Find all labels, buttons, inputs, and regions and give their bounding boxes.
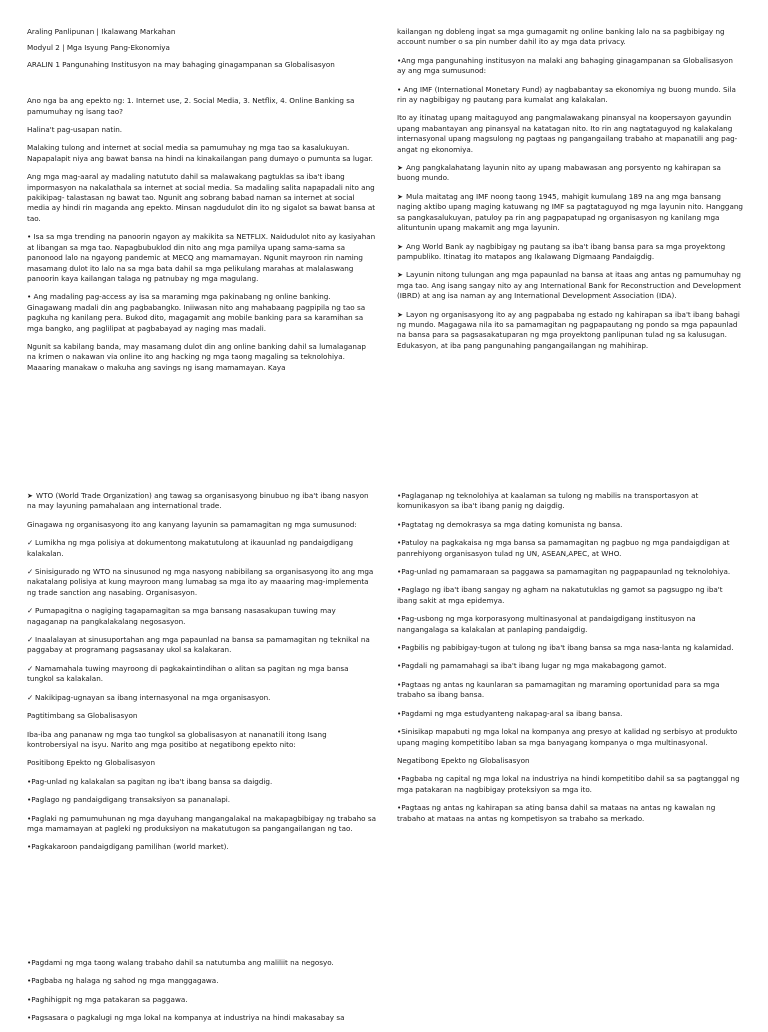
paragraph-text: •Pag-unlad ng kalakalan sa pagitan ng iba't ibang bansa sa daigdig.	[27, 776, 273, 786]
paragraph	[397, 56, 743, 77]
paragraph	[27, 538, 377, 559]
paragraph-text: Ito ay itinatag upang maitaguyod ang pangmalawakang pinansyal na koopersayon gayundin upang mabantayan ang pinansyal na katatagan nito. Ito rin ang nagtataguyod ng kalakalang internasyonal upang magsulong ng pagtaas ng pangangailang trabaho at mapanatili ang pag-angat ng ekonomiya.	[397, 113, 738, 154]
paragraph	[27, 730, 377, 751]
paragraph-text: •Pagtaas ng antas ng kaunlaran sa pamamagitan ng maraming oportunidad para sa mga trabaho sa ibang bansa.	[397, 679, 720, 700]
check-bullet-icon: ✓	[27, 692, 34, 702]
paragraph	[27, 567, 377, 598]
paragraph-text: •Paghihigpit ng mga patakaran sa paggawa.	[27, 994, 188, 1004]
paragraph	[27, 814, 377, 835]
paragraph	[397, 270, 743, 301]
paragraph	[27, 143, 377, 164]
paragraph-text: • Ang IMF (International Monetary Fund) ay nagbabantay sa ekonomiya ng buong mundo. Sila rin ay nagbibigay ng pautang para kumalat ang kalakalan.	[397, 84, 736, 105]
paragraph	[397, 520, 743, 530]
paragraph	[27, 635, 377, 656]
arrow-bullet-icon: ➤	[27, 492, 33, 500]
paragraph-text: Pumapagitna o nagiging tagapamagitan sa mga bansang nasasakupan tuwing may nagaganap na pangkalakalang negosasyon.	[27, 606, 336, 626]
paragraph-text: •Paglaganap ng teknolohiya at kaalaman sa tulong ng mabilis na transportasyon at komunikasyon sa iba't ibang panig ng daigdig.	[397, 491, 699, 511]
paragraph	[27, 27, 377, 37]
paragraph-text: Ang mga mag-aaral ay madaling natututo dahil sa malawakang pagtuklas sa iba't ibang impormasyon na nakalathala sa internet at social media. Sa madaling salita napapadali nito ang pakikipag- talastasan ng bawat tao. Ngunit ang sobrang babad naman sa internet at social media ay hindi rin maganda ang epekto. Minsan nagdudulot din ito ng sigalot sa bawat bansa at tao.	[27, 172, 376, 223]
paragraph-text: •Paglago ng iba't ibang sangay ng agham na nakatutuklas ng gamot sa pagsugpo ng iba't ibang sakit at mga epidemya.	[397, 585, 723, 605]
paragraph	[397, 163, 743, 184]
paragraph-text: Positibong Epekto ng Globalisasyon	[27, 758, 156, 768]
paragraph	[27, 520, 377, 530]
paragraph	[397, 113, 743, 155]
paragraph	[27, 342, 377, 373]
paragraph-text: Modyul 2 | Mga Isyung Pang-Ekonomiya	[27, 43, 170, 53]
paragraph-text: Pagtitimbang sa Globalisasyon	[27, 711, 138, 721]
paragraph	[397, 85, 743, 106]
paragraph	[397, 310, 743, 352]
arrow-bullet-icon: ➤	[397, 242, 403, 251]
paragraph-text: • Isa sa mga trending na panoorin ngayon ay makikita sa NETFLIX. Naidudulot nito ay kasiyahan at libangan sa mga tao. Napagbubuklod din nito ang mga pamilya upang sama-sama sa panonood lalo na ngayong pandemic at MECQ ang mamamayan. Ngunit mayroon rin naming masamang dulot ito lalo na sa mga bata dahil sa mga pelikulang marahas at malalaswang panoorin kaya kailangan talaga ng patnubay ng mga magulang.	[27, 232, 376, 283]
check-bullet-icon: ✓	[27, 635, 34, 645]
paragraph-text: •Pagkakaroon pandaigdigang pamilihan (world market).	[27, 842, 229, 852]
paragraph-text: •Pagtaas ng antas ng kahirapan sa ating bansa dahil sa mataas na antas ng kawalan ng trabaho at mataas na antas ng kompetisyon sa trabaho sa merkado.	[397, 803, 716, 823]
paragraph	[27, 995, 377, 1005]
check-bullet-icon: ✓	[27, 663, 34, 673]
paragraph	[397, 567, 743, 577]
paragraph-text: WTO (World Trade Organization) ang tawag sa organisasyong binubuo ng iba't ibang nasyon na may layuning pamahalaan ang international trade.	[27, 491, 369, 511]
paragraph	[27, 693, 377, 703]
paragraph	[27, 606, 377, 627]
paragraph-text: Sinisigurado ng WTO na sinusunod ng mga nasyong nabibilang sa organisasyong ito ang mga nakatalang polisiya at kung mayroon mang lumabag sa mga ito ay maaaring mag-implementa ng trade sanction ang nasabing. Organisasyon.	[27, 567, 374, 597]
paragraph	[397, 774, 743, 795]
paragraph	[27, 842, 377, 852]
paragraph-text: •Pagdali ng pamamahagi sa iba't ibang lugar ng mga makabagong gamot.	[397, 661, 667, 671]
paragraph-text: •Pagbaba ng capital ng mga lokal na industriya na hindi kompetitibo dahil sa sa pagtanggal ng mga patakaran na nagbibigay proteksiyon sa mga ito.	[397, 774, 740, 794]
paragraph	[27, 491, 377, 512]
paragraph-text: Ang World Bank ay nagbibigay ng pautang sa iba't ibang bansa para sa mga proyektong pampubliko. Itinatag ito matapos ang Ikalawang Digmaang Pandaigdig.	[397, 241, 726, 261]
paragraph-text: Nakikipag-ugnayan sa ibang internasyonal na mga organisasyon.	[35, 692, 271, 702]
arrow-bullet-icon: ➤	[397, 164, 403, 173]
paragraph-text: •Pag-unlad ng pamamaraan sa paggawa sa pamamagitan ng pagpapaunlad ng teknolohiya.	[397, 567, 731, 577]
arrow-bullet-icon: ➤	[397, 271, 403, 280]
paragraph-text: Halina't pag-usapan natin.	[27, 125, 123, 135]
paragraph-text: •Patuloy na pagkakaisa ng mga bansa sa pamamagitan ng pagbuo ng mga pandaigdigan at panrehiyong organisasyon tulad ng UN, ASEAN,APEC, at WHO.	[397, 538, 730, 558]
paragraph	[397, 680, 743, 701]
paragraph	[397, 242, 743, 263]
paragraph-text: Iba-iba ang pananaw ng mga tao tungkol sa globalisasyon at nananatili itong Isang kontrobersiyal na isyu. Narito ang mga positibo at negatibong epekto nito:	[27, 729, 327, 749]
paragraph-text: •Pagdami ng mga taong walang trabaho dahil sa natutumba ang maliliit na negosyo.	[27, 958, 334, 967]
paragraph	[397, 585, 743, 606]
paragraph	[27, 795, 377, 805]
paragraph	[27, 292, 377, 334]
paragraph	[27, 777, 377, 787]
paragraph-text: •Paglago ng pandaigdigang transaksiyon sa pananalapi.	[27, 795, 231, 805]
paragraph	[397, 803, 743, 824]
paragraph	[27, 758, 377, 768]
paragraph-text: Malaking tulong and internet at social media sa pamumuhay ng mga tao sa kasalukuyan. Napapalapit niya ang bawat bansa na hindi na kinakailangan pang dumayo o pumunta sa lugar.	[27, 143, 373, 163]
paragraph	[397, 643, 743, 653]
paragraph-text: Ginagawa ng organisasyong ito ang kanyang layunin sa pamamagitan ng mga sumusunod:	[27, 519, 357, 529]
page2-right-column	[397, 491, 743, 832]
arrow-bullet-icon: ➤	[397, 192, 403, 201]
paragraph-text: Araling Panlipunan | Ikalawang Markahan	[27, 27, 176, 36]
paragraph-text: kailangan ng dobleng ingat sa mga gumagamit ng online banking lalo na sa pagbibigay ng account number o sa pin number dahil ito ay mga data privacy.	[397, 27, 725, 47]
paragraph	[397, 756, 743, 766]
paragraph	[397, 727, 743, 748]
paragraph-text: Layunin nitong tulungan ang mga papaunlad na bansa at itaas ang antas ng pamumuhay ng mga tao. Ang isang sangay nito ay ang International Bank for Reconstruction and Development (IBRD) at ang isa naman ay ang International Development Association (IDA).	[397, 270, 742, 301]
arrow-bullet-icon: ➤	[397, 310, 403, 319]
paragraph	[27, 711, 377, 721]
paragraph-text: ARALIN 1 Pangunahing Institusyon na may bahaging ginagampanan sa Globalisasyon	[27, 59, 335, 69]
paragraph	[397, 491, 743, 512]
paragraph	[27, 96, 377, 117]
paragraph-text: Ngunit sa kabilang banda, may masamang dulot din ang online banking dahil sa lumalaganap na krimen o nakawan via online ito ang hacking ng mga taong magaling sa teknolohiya. Maaaring manakaw o makuha ang savings ng isang mamamayan. Kaya	[27, 341, 366, 372]
check-bullet-icon: ✓	[27, 538, 34, 548]
paragraph-text: Negatibong Epekto ng Globalisasyon	[397, 755, 530, 765]
check-bullet-icon: ✓	[27, 606, 34, 616]
paragraph-text: •Paglaki ng pamumuhunan ng mga dayuhang mangangalakal na makapagbibigay ng trabaho sa mga mamamayan at pagleki ng produksiyon na makatutugon sa pangangailangan ng tao.	[27, 813, 376, 833]
check-bullet-icon: ✓	[27, 567, 34, 577]
paragraph-text: •Pagtatag ng demokrasya sa mga dating komunista ng bansa.	[397, 519, 623, 529]
paragraph	[397, 661, 743, 671]
paragraph	[27, 1013, 377, 1023]
paragraph-text: •Pagsasara o pagkalugi ng mga lokal na kompanya at industriya na hindi makasabay sa	[27, 1013, 345, 1023]
paragraph	[27, 232, 377, 284]
paragraph	[397, 192, 743, 234]
paragraph	[397, 614, 743, 635]
paragraph-text: •Pagdami ng mga estudyanteng nakapag-aral sa ibang bansa.	[397, 708, 623, 718]
paragraph	[397, 709, 743, 719]
paragraph-text: Lumikha ng mga polisiya at dokumentong makatutulong at ikauunlad ng pandaigdigang kalakalan.	[27, 538, 354, 558]
paragraph-text: •Ang mga pangunahing institusyon na malaki ang bahaging ginagampanan sa Globalisasyon ay ang mga sumusunod:	[397, 55, 733, 76]
paragraph-text: •Pagbilis ng pabibigay-tugon at tulong ng iba't ibang bansa sa mga nasa-lanta ng kalamidad.	[397, 643, 734, 653]
paragraph	[27, 60, 377, 70]
paragraph-text: •Pagbaba ng halaga ng sahod ng mga manggagawa.	[27, 976, 219, 986]
page1-right-column	[397, 27, 743, 359]
paragraph-text: Ang pangkalahatang layunin nito ay upang mabawasan ang porsyento ng kahirapan sa buong mundo.	[397, 163, 721, 183]
page1-left-column	[27, 27, 377, 381]
paragraph-text: Layon ng organisasyong ito ay ang pagpababa ng estado ng kahirapan sa iba't ibang bahagi ng mundo. Magagawa nila ito sa pamamagitan ng pagpapautang ng pondo sa mga papaunlad na bansa para sa pagsasakatuparan ng mga proyektong panlipunan tulad ng sa kalusugan. Edukasyon, at iba pang pangunahing pangangailangan ng mahihirap.	[397, 309, 740, 350]
page2-left-column	[27, 491, 377, 861]
paragraph	[27, 172, 377, 224]
paragraph-text: Ano nga ba ang epekto ng: 1. Internet use, 2. Social Media, 3. Netflix, 4. Online Banking sa pamumuhay ng isang tao?	[27, 96, 355, 116]
paragraph-text: Namamahala tuwing mayroong di pagkakaintindihan o alitan sa pagitan ng mga bansa tungkol sa kalakalan.	[27, 663, 349, 684]
paragraph-text: Inaalalayan at sinusuportahan ang mga papaunlad na bansa sa pamamagitan ng teknikal na paggabay at programang pagsasanay ukol sa kalakaran.	[27, 635, 370, 655]
paragraph	[27, 125, 377, 135]
paragraph-text: • Ang madaling pag-access ay isa sa maraming mga pakinabang ng online banking. Ginagawang madali din ang pagbabangko. Iniiwasan nito ang mahabaang pagpipila ng tao sa pagkuha ng kanilang pera. Bukod dito, magagamit ang mobile banking para sa karamihan sa mga bangko, ang paglilipat at pagbabayad ay naging mas madali.	[27, 292, 366, 333]
paragraph	[397, 538, 743, 559]
paragraph-text: Mula maitatag ang IMF noong taong 1945, mahigit kumulang 189 na ang mga bansang naging aktibo upang maging katuwang ng IMF sa pagtataguyod ng mga layunin nito. Hanggang sa pangkasalukuyan, patuloy pa rin ang pagpapatupad ng organisasyon ng kanilang mga alituntunin upang makamit ang mga layunin.	[397, 191, 743, 233]
paragraph	[27, 664, 377, 685]
paragraph	[397, 27, 743, 48]
page3-left-column	[27, 958, 377, 1032]
paragraph	[27, 958, 377, 968]
paragraph	[27, 976, 377, 986]
paragraph-text: •Sinisikap mapabuti ng mga lokal na kompanya ang presyo at kalidad ng serbisyo at produkto upang maging kompetitibo laban sa mga banyagang kompanya o mga multinasyonal.	[397, 727, 738, 747]
paragraph	[27, 43, 377, 53]
paragraph-text: •Pag-usbong ng mga korporasyong multinasyonal at pandaigdigang institusyon na nangangalaga sa kalakalan at panlaping pandaigdig.	[397, 614, 696, 634]
